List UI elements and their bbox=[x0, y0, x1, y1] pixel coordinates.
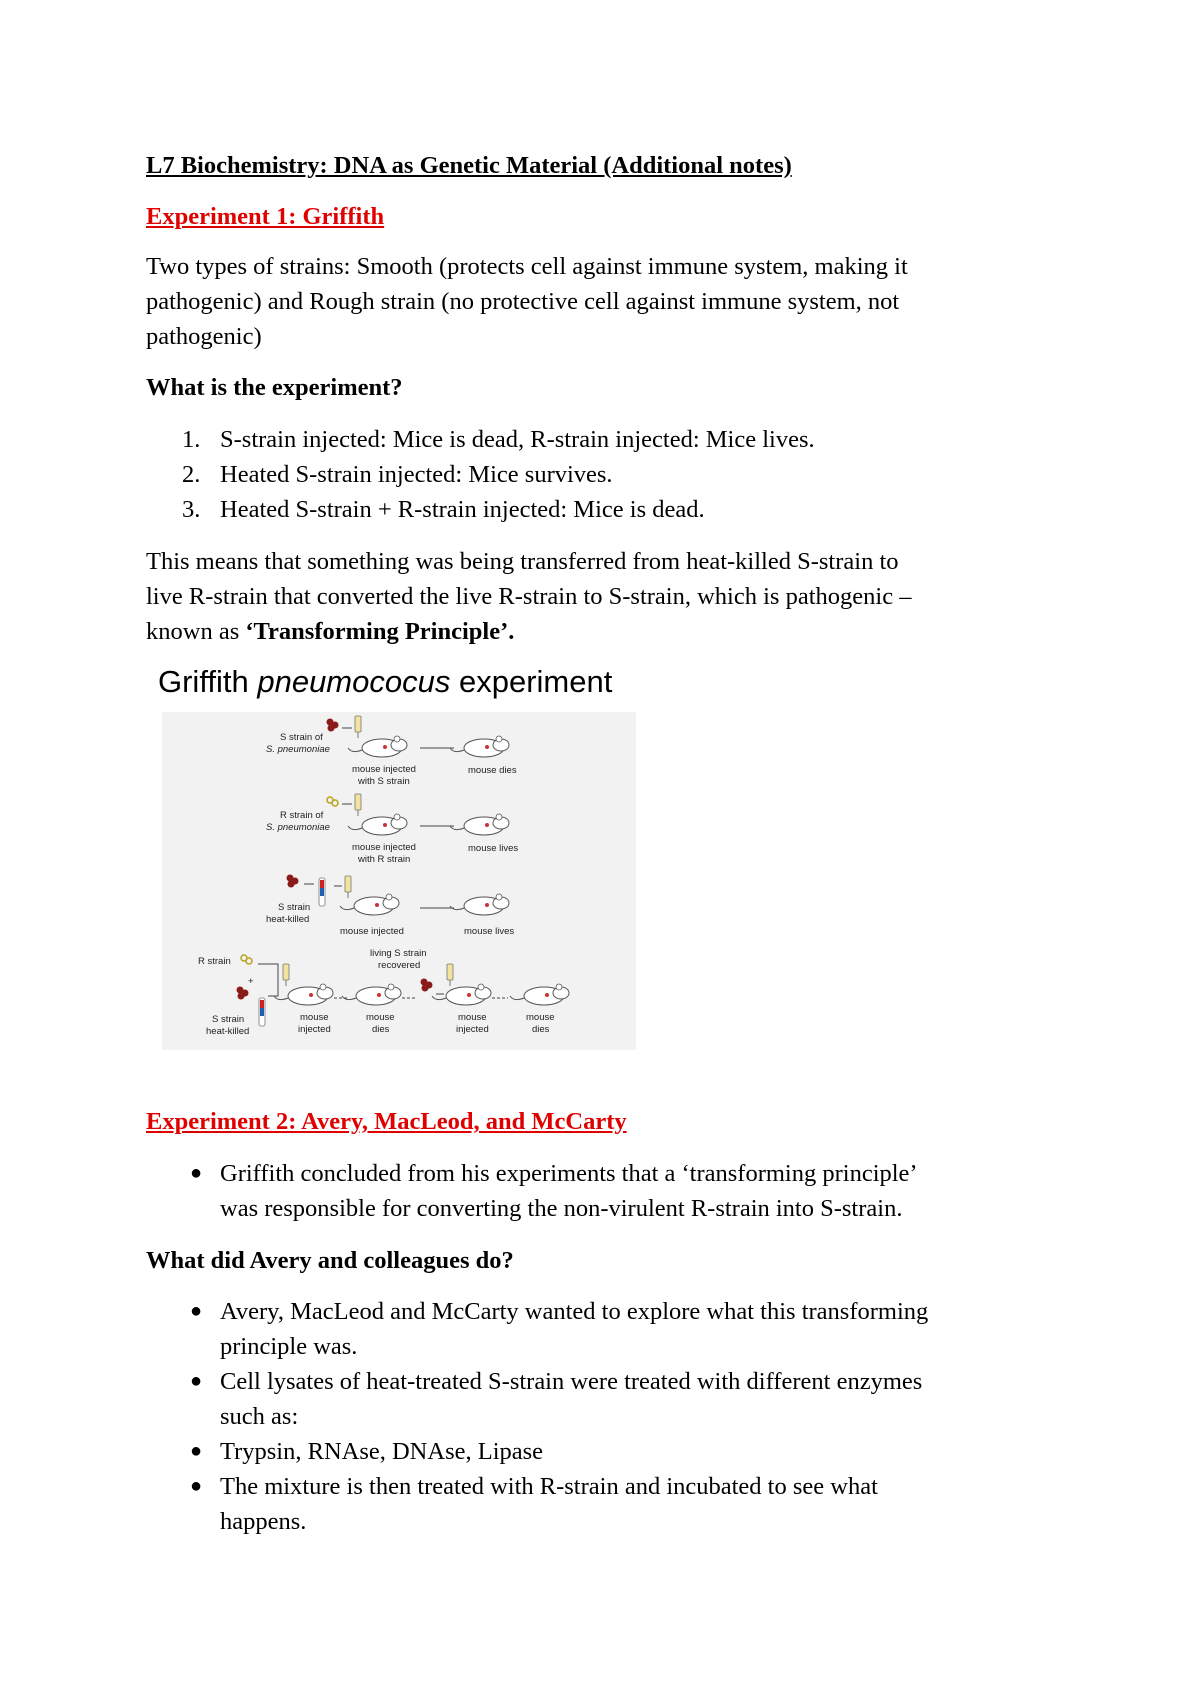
s-strain-bacteria-icon bbox=[237, 987, 249, 1000]
intro-line-1: Two types of strains: Smooth (protects cell against immune system, making it bbox=[146, 253, 908, 280]
mouse-icon bbox=[348, 814, 407, 835]
bullet-icon: ● bbox=[190, 1300, 203, 1322]
bullet-icon: ● bbox=[190, 1440, 203, 1462]
fig-label: heat-killed bbox=[206, 1026, 250, 1037]
mouse-icon bbox=[342, 984, 401, 1005]
conclusion-prefix: known as bbox=[146, 618, 246, 645]
mouse-icon bbox=[510, 984, 569, 1005]
conclusion-line-1: This means that something was being transferred from heat-killed S-strain to bbox=[146, 548, 899, 575]
experiment2-question: What did Avery and colleagues do? bbox=[146, 1247, 514, 1274]
bullet-text: The mixture is then treated with R-strain and incubated to see what bbox=[220, 1473, 878, 1500]
fig-label: mouse injected bbox=[352, 842, 416, 853]
syringe-icon bbox=[447, 964, 453, 986]
fig-label: injected bbox=[298, 1024, 331, 1035]
fig-label: R strain of bbox=[280, 810, 324, 821]
mouse-icon bbox=[340, 894, 399, 915]
experiment2-heading: Experiment 2: Avery, MacLeod, and McCarty bbox=[146, 1108, 627, 1135]
bullet-text: such as: bbox=[220, 1403, 299, 1430]
fig-label: mouse bbox=[458, 1012, 487, 1023]
test-tube-icon bbox=[259, 998, 265, 1026]
page-title: L7 Biochemistry: DNA as Genetic Material (Additional notes) bbox=[146, 152, 792, 179]
fig-label: mouse dies bbox=[468, 765, 517, 776]
syringe-icon bbox=[355, 794, 361, 816]
figure-title-suffix: experiment bbox=[450, 664, 613, 699]
bullet-icon: ● bbox=[190, 1162, 203, 1184]
fig-label: injected bbox=[456, 1024, 489, 1035]
fig-label: dies bbox=[532, 1024, 550, 1035]
fig-label: S strain bbox=[212, 1014, 245, 1025]
fig-label: mouse bbox=[526, 1012, 555, 1023]
fig-label: heat-killed bbox=[266, 914, 310, 925]
bullet-text: Trypsin, RNAse, DNAse, Lipase bbox=[220, 1438, 544, 1465]
test-tube-icon bbox=[319, 878, 325, 906]
syringe-icon bbox=[355, 716, 361, 738]
fig-label: living S strain bbox=[370, 948, 427, 959]
bullet-text: principle was. bbox=[220, 1333, 358, 1360]
bullet-text: happens. bbox=[220, 1508, 307, 1535]
experiment1-heading: Experiment 1: Griffith bbox=[146, 203, 385, 230]
fig-label: mouse lives bbox=[468, 843, 519, 854]
merge-arrow bbox=[258, 964, 278, 996]
bullet-text: Cell lysates of heat-treated S-strain were treated with different enzymes bbox=[220, 1368, 923, 1395]
conclusion-line-3 bbox=[146, 614, 514, 649]
fig-label: mouse lives bbox=[464, 926, 515, 937]
r-strain-bacteria-icon bbox=[327, 797, 338, 806]
fig-label: mouse bbox=[300, 1012, 329, 1023]
mouse-icon bbox=[450, 736, 509, 757]
fig-label: mouse bbox=[366, 1012, 395, 1023]
transforming-principle-term: ‘Transforming Principle’. bbox=[245, 618, 515, 645]
griffith-diagram bbox=[162, 712, 636, 1050]
fig-label: recovered bbox=[378, 960, 421, 971]
syringe-icon bbox=[283, 964, 289, 986]
bullet-icon: ● bbox=[190, 1475, 203, 1497]
mouse-icon bbox=[450, 814, 509, 835]
fig-label: mouse injected bbox=[340, 926, 404, 937]
fig-label: S strain of bbox=[280, 732, 323, 743]
bullet-icon: ● bbox=[190, 1370, 203, 1392]
bullet-text: Avery, MacLeod and McCarty wanted to explore what this transforming bbox=[220, 1298, 929, 1325]
fig-label: dies bbox=[372, 1024, 390, 1035]
step-number: 2. bbox=[182, 461, 201, 488]
step-text: Heated S-strain injected: Mice survives. bbox=[220, 461, 613, 488]
mouse-icon bbox=[450, 894, 509, 915]
fig-label: S. pneumoniae bbox=[266, 822, 330, 833]
mouse-icon bbox=[348, 736, 407, 757]
bullet-text: Griffith concluded from his experiments that a ‘transforming principle’ bbox=[220, 1160, 918, 1187]
fig-label: with S strain bbox=[358, 776, 410, 787]
figure-title-prefix: Griffith bbox=[158, 664, 258, 699]
mouse-icon bbox=[274, 984, 333, 1005]
s-strain-bacteria-icon bbox=[421, 979, 433, 992]
fig-label: + bbox=[248, 976, 254, 987]
syringe-icon bbox=[345, 876, 351, 898]
fig-label: with R strain bbox=[358, 854, 411, 865]
fig-label: S. pneumoniae bbox=[266, 744, 330, 755]
step-text: Heated S-strain + R-strain injected: Mice is dead. bbox=[220, 496, 705, 523]
conclusion-line-2: live R-strain that converted the live R-strain to S-strain, which is pathogenic – bbox=[146, 583, 912, 610]
fig-label: mouse injected bbox=[352, 764, 416, 775]
s-strain-bacteria-icon bbox=[327, 719, 339, 732]
step-number: 3. bbox=[182, 496, 201, 523]
griffith-figure bbox=[162, 712, 636, 1050]
intro-line-3: pathogenic) bbox=[146, 323, 262, 350]
bullet-text: was responsible for converting the non-virulent R-strain into S-strain. bbox=[220, 1195, 903, 1222]
experiment1-question: What is the experiment? bbox=[146, 374, 403, 401]
figure-title-italic: pneumococus bbox=[257, 664, 451, 699]
fig-label: R strain bbox=[198, 956, 231, 967]
figure-title bbox=[158, 664, 612, 700]
step-number: 1. bbox=[182, 426, 201, 453]
fig-label: S strain bbox=[278, 902, 311, 913]
intro-line-2: pathogenic) and Rough strain (no protective cell against immune system, not bbox=[146, 288, 900, 315]
r-strain-bacteria-icon bbox=[241, 955, 252, 964]
step-text: S-strain injected: Mice is dead, R-strain injected: Mice lives. bbox=[220, 426, 815, 453]
s-strain-bacteria-icon bbox=[287, 875, 299, 888]
